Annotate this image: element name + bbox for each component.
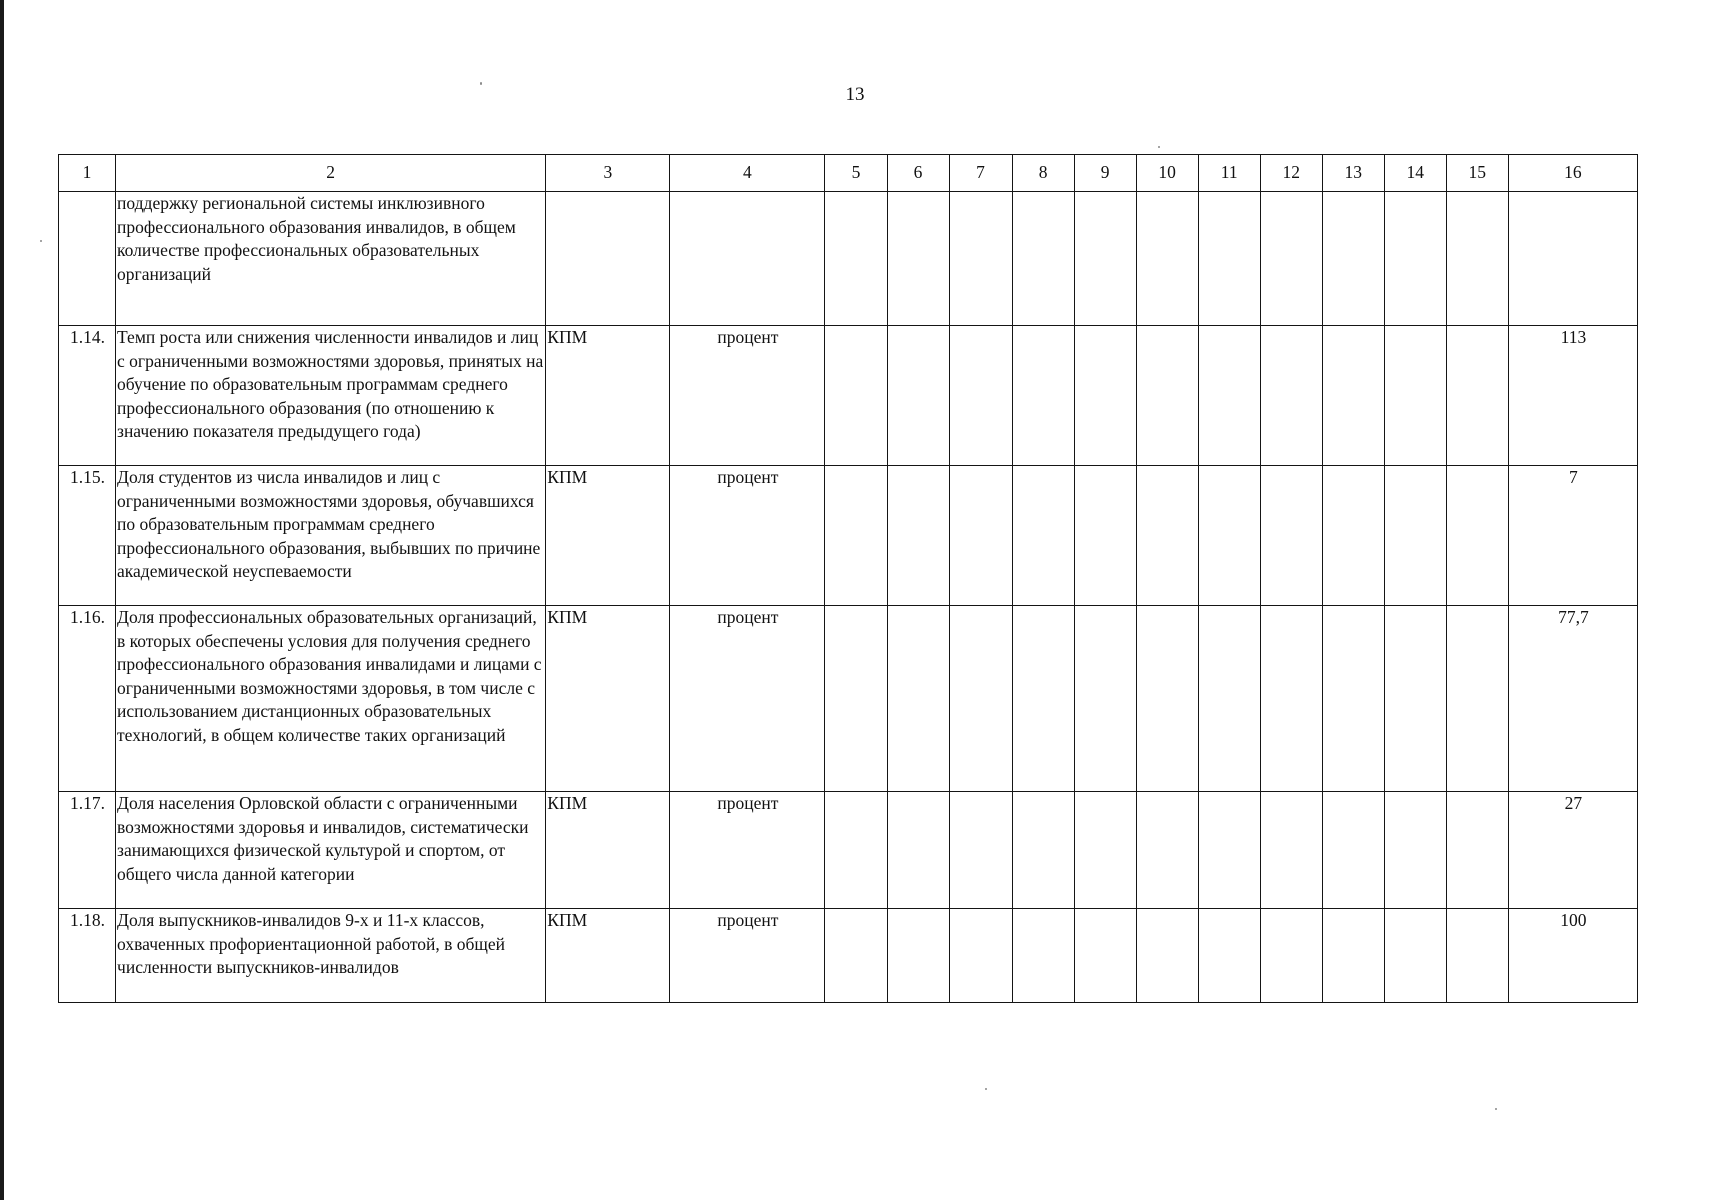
value-cell — [1322, 909, 1384, 1003]
column-header: 3 — [546, 155, 670, 192]
indicator-type-cell — [546, 192, 670, 326]
page-number: 13 — [845, 84, 865, 105]
value-cell — [1384, 606, 1446, 792]
value-cell — [1198, 909, 1260, 1003]
unit-cell: процент — [670, 466, 825, 606]
value-cell — [1074, 466, 1136, 606]
unit-cell: процент — [670, 792, 825, 909]
indicator-type-cell: КПМ — [546, 792, 670, 909]
value-cell — [1074, 909, 1136, 1003]
column-header: 10 — [1136, 155, 1198, 192]
value-cell — [1384, 192, 1446, 326]
target-value-cell: 27 — [1508, 792, 1637, 909]
value-cell — [1136, 606, 1198, 792]
value-cell — [1260, 192, 1322, 326]
indicator-name-cell: Доля студентов из числа инвалидов и лиц с ограниченными возможностями здоровья, обучавшихся по образовательным программам среднего профессионального образования, выбывших по причине академической неуспеваемости — [116, 466, 546, 606]
value-cell — [1446, 326, 1508, 466]
value-cell — [1260, 466, 1322, 606]
value-cell — [1446, 909, 1508, 1003]
row-number-cell: 1.16. — [59, 606, 116, 792]
scan-speck — [1158, 146, 1160, 148]
value-cell — [825, 192, 887, 326]
value-cell — [1260, 792, 1322, 909]
column-header: 1 — [59, 155, 116, 192]
column-header: 13 — [1322, 155, 1384, 192]
column-header: 5 — [825, 155, 887, 192]
scan-speck — [480, 82, 482, 85]
table-row — [59, 326, 1638, 466]
value-cell — [1446, 606, 1508, 792]
value-cell — [887, 192, 949, 326]
scan-speck — [985, 1088, 987, 1090]
value-cell — [1198, 326, 1260, 466]
value-cell — [1384, 909, 1446, 1003]
value-cell — [1322, 192, 1384, 326]
value-cell — [1322, 326, 1384, 466]
value-cell — [1322, 606, 1384, 792]
value-cell — [1012, 466, 1074, 606]
column-header: 7 — [949, 155, 1012, 192]
value-cell — [1446, 466, 1508, 606]
value-cell — [825, 792, 887, 909]
value-cell — [949, 606, 1012, 792]
indicator-table — [58, 154, 1638, 1003]
value-cell — [825, 606, 887, 792]
value-cell — [1012, 909, 1074, 1003]
value-cell — [825, 909, 887, 1003]
value-cell — [1198, 466, 1260, 606]
row-number-cell: 1.17. — [59, 792, 116, 909]
value-cell — [949, 909, 1012, 1003]
value-cell — [1074, 606, 1136, 792]
value-cell — [1198, 792, 1260, 909]
value-cell — [825, 466, 887, 606]
indicator-name-cell: Доля выпускников-инвалидов 9-х и 11-х классов, охваченных профориентационной работой, в общей численности выпускников-инвалидов — [116, 909, 546, 1003]
value-cell — [1260, 606, 1322, 792]
row-number-cell — [59, 192, 116, 326]
table-row — [59, 606, 1638, 792]
value-cell — [949, 192, 1012, 326]
value-cell — [1198, 606, 1260, 792]
indicator-type-cell: КПМ — [546, 326, 670, 466]
target-value-cell: 113 — [1508, 326, 1637, 466]
value-cell — [1322, 466, 1384, 606]
column-header: 12 — [1260, 155, 1322, 192]
table-header-row — [59, 155, 1638, 192]
value-cell — [1446, 192, 1508, 326]
value-cell — [825, 326, 887, 466]
value-cell — [1012, 792, 1074, 909]
value-cell — [887, 792, 949, 909]
value-cell — [1136, 792, 1198, 909]
table-row — [59, 192, 1638, 326]
row-number-cell: 1.18. — [59, 909, 116, 1003]
column-header: 6 — [887, 155, 949, 192]
row-number-cell: 1.15. — [59, 466, 116, 606]
scan-speck — [40, 240, 42, 242]
scan-speck — [1495, 1108, 1497, 1110]
value-cell — [887, 606, 949, 792]
value-cell — [1074, 326, 1136, 466]
value-cell — [949, 326, 1012, 466]
value-cell — [1012, 192, 1074, 326]
column-header: 4 — [670, 155, 825, 192]
value-cell — [887, 909, 949, 1003]
column-header: 15 — [1446, 155, 1508, 192]
column-header: 16 — [1508, 155, 1637, 192]
unit-cell: процент — [670, 606, 825, 792]
indicator-name-cell: Темп роста или снижения численности инвалидов и лиц с ограниченными возможностями здоровья, принятых на обучение по образовательным программам среднего профессионального образования (по отношению к значению показателя предыдущего года) — [116, 326, 546, 466]
value-cell — [1446, 792, 1508, 909]
column-header: 2 — [116, 155, 546, 192]
column-header: 8 — [1012, 155, 1074, 192]
indicator-type-cell: КПМ — [546, 466, 670, 606]
value-cell — [1260, 909, 1322, 1003]
value-cell — [887, 326, 949, 466]
value-cell — [949, 792, 1012, 909]
value-cell — [949, 466, 1012, 606]
value-cell — [1384, 326, 1446, 466]
value-cell — [1074, 192, 1136, 326]
value-cell — [1136, 192, 1198, 326]
value-cell — [1384, 792, 1446, 909]
indicator-name-cell: Доля населения Орловской области с ограниченными возможностями здоровья и инвалидов, систематически занимающихся физической культурой и спортом, от общего числа данной категории — [116, 792, 546, 909]
indicator-type-cell: КПМ — [546, 606, 670, 792]
value-cell — [887, 466, 949, 606]
target-value-cell — [1508, 192, 1637, 326]
value-cell — [1012, 326, 1074, 466]
table-row — [59, 466, 1638, 606]
value-cell — [1384, 466, 1446, 606]
unit-cell: процент — [670, 326, 825, 466]
value-cell — [1012, 606, 1074, 792]
indicator-name-cell: Доля профессиональных образовательных организаций, в которых обеспечены условия для получения среднего профессионального образования инвалидами и лицами с ограниченными возможностями здоровья, в том числе с использованием дистанционных образовательных технологий, в общем количестве таких организаций — [116, 606, 546, 792]
unit-cell: процент — [670, 909, 825, 1003]
indicator-name-cell: поддержку региональной системы инклюзивного профессионального образования инвалидов, в общем количестве профессиональных образовательных организаций — [116, 192, 546, 326]
target-value-cell: 7 — [1508, 466, 1637, 606]
target-value-cell: 100 — [1508, 909, 1637, 1003]
column-header: 14 — [1384, 155, 1446, 192]
value-cell — [1074, 792, 1136, 909]
table-row — [59, 792, 1638, 909]
value-cell — [1136, 909, 1198, 1003]
value-cell — [1322, 792, 1384, 909]
page-left-edge — [0, 0, 4, 1200]
column-header: 11 — [1198, 155, 1260, 192]
value-cell — [1198, 192, 1260, 326]
indicator-type-cell: КПМ — [546, 909, 670, 1003]
row-number-cell: 1.14. — [59, 326, 116, 466]
value-cell — [1136, 466, 1198, 606]
table-row — [59, 909, 1638, 1003]
unit-cell — [670, 192, 825, 326]
value-cell — [1260, 326, 1322, 466]
column-header: 9 — [1074, 155, 1136, 192]
target-value-cell: 77,7 — [1508, 606, 1637, 792]
value-cell — [1136, 326, 1198, 466]
